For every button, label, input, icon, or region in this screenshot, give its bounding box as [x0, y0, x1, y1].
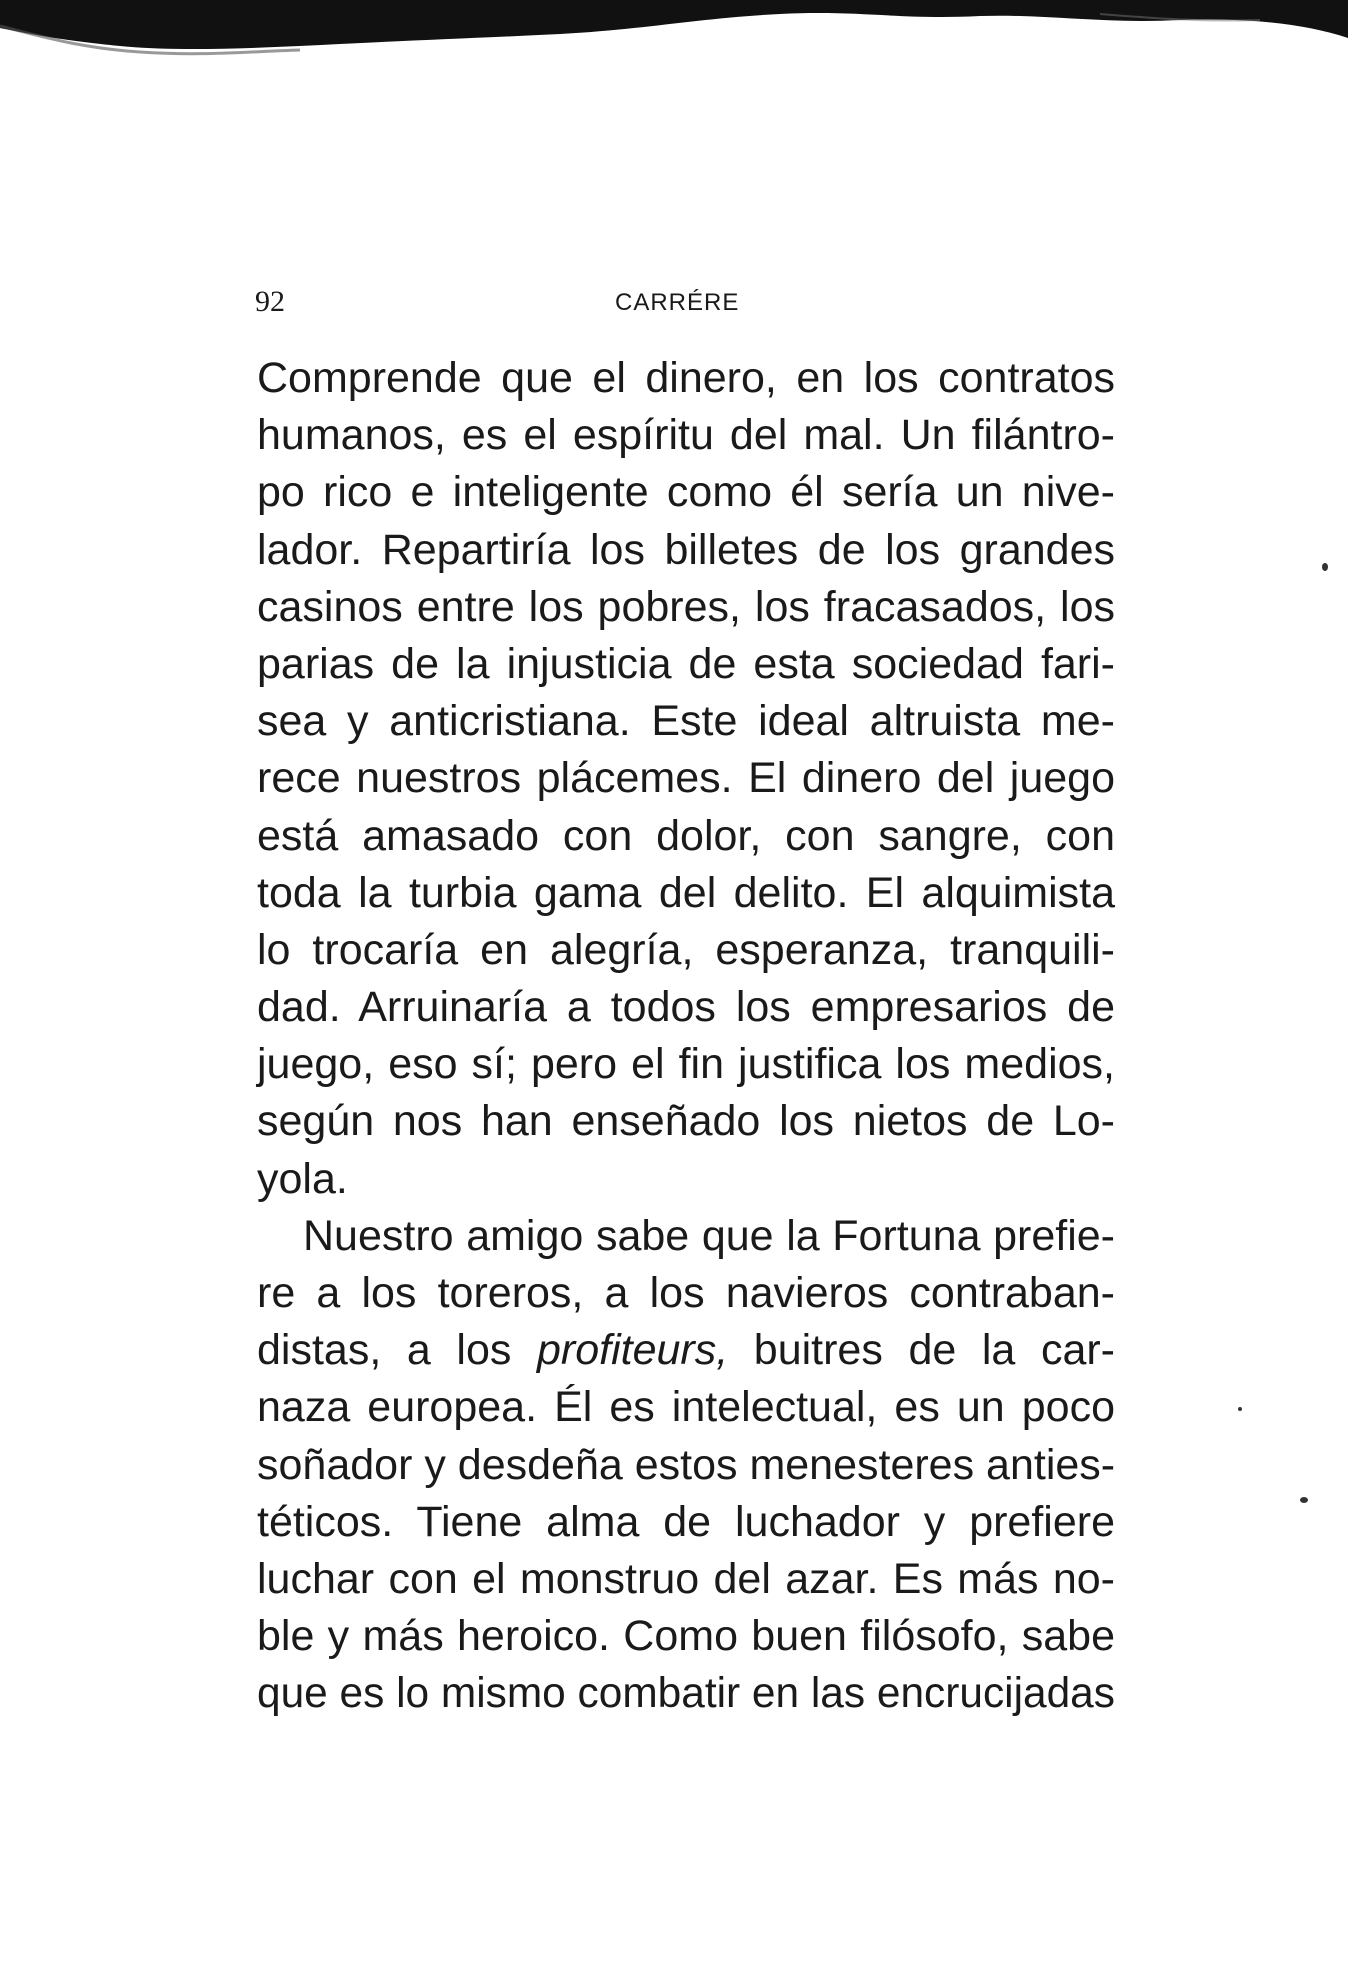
- text-line: Nuestro amigo sabe que la Fortuna prefie-: [303, 1211, 1115, 1260]
- text-line: parias de la injusticia de esta sociedad fari-: [257, 639, 1115, 688]
- page-number: 92: [255, 285, 285, 318]
- text-line: casinos entre los pobres, los fracasados, los: [257, 582, 1115, 631]
- text-line: rece nuestros plácemes. El dinero del juego: [257, 754, 1115, 803]
- text-line: luchar con el monstruo del azar. Es más no-: [257, 1554, 1115, 1603]
- text-line: que es lo mismo combatir en las encrucijadas: [257, 1669, 1115, 1718]
- page-header: [255, 285, 1115, 325]
- text-line: Comprende que el dinero, en los contratos: [257, 354, 1115, 402]
- text-line: po rico e inteligente como él sería un nive-: [257, 468, 1115, 517]
- scan-speck: [1238, 1407, 1242, 1411]
- scan-speck: [1300, 1497, 1308, 1503]
- italic-word: profiteurs,: [536, 1326, 729, 1375]
- text-line: téticos. Tiene alma de luchador y prefiere: [257, 1497, 1115, 1546]
- text-line: soñador y desdeña estos menesteres anties-: [257, 1440, 1116, 1489]
- text-line: yola.: [257, 1154, 348, 1203]
- text-line: humanos, es el espíritu del mal. Un filántro-: [257, 411, 1115, 460]
- text-line: está amasado con dolor, con sangre, con: [257, 811, 1115, 860]
- scan-speck: [1322, 563, 1328, 571]
- text-line: según nos han enseñado los nietos de Lo-: [257, 1097, 1115, 1146]
- text-line: dad. Arruinaría a todos los empresarios de: [257, 983, 1115, 1032]
- text-line: lador. Repartiría los billetes de los grandes: [257, 525, 1115, 574]
- running-head: CARRÉRE: [615, 289, 740, 316]
- text-line: distas, a los profiteurs, buitres de la car-: [257, 1326, 1115, 1375]
- text-line: toda la turbia gama del delito. El alquimista: [257, 868, 1115, 917]
- scan-edge-shadow: [0, 0, 1348, 90]
- text-line: ble y más heroico. Como buen filósofo, sabe: [257, 1612, 1115, 1661]
- text-line: juego, eso sí; pero el fin justifica los medios,: [257, 1040, 1115, 1089]
- body-text: [257, 350, 1115, 1723]
- text-line: lo trocaría en alegría, esperanza, tranquili-: [257, 925, 1115, 974]
- text-line: naza europea. Él es intelectual, es un poco: [257, 1383, 1115, 1432]
- text-line: re a los toreros, a los navieros contraban-: [257, 1269, 1115, 1317]
- text-line: sea y anticristiana. Este ideal altruista me-: [257, 697, 1115, 746]
